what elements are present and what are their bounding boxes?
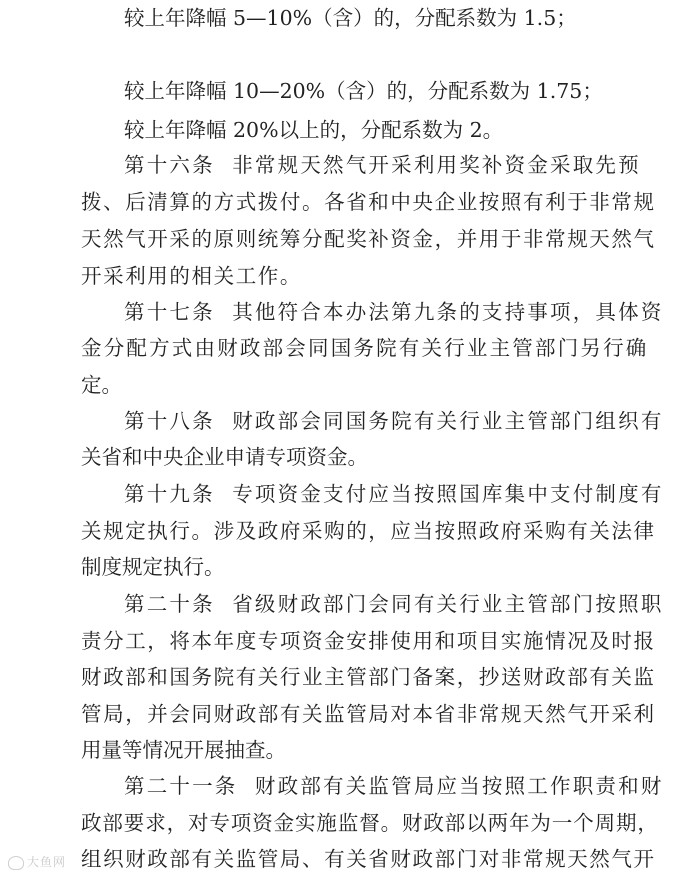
- text-line: 组织财政部有关监管局、有关省财政部门对非常规天然气开: [81, 847, 656, 871]
- text-line: 财政部和国务院有关行业主管部门备案，抄送财政部有关监: [81, 665, 656, 689]
- text-line: 用量等情况开展抽查。: [81, 738, 286, 762]
- text-line: 第二十条 省级财政部门会同有关行业主管部门按照职: [124, 592, 664, 616]
- text-line: 开采利用的相关工作。: [81, 264, 302, 288]
- watermark-logo-icon: [8, 856, 24, 870]
- text-line: 拨、后清算的方式拨付。各省和中央企业按照有利于非常规: [81, 190, 656, 214]
- text-line: 较上年降幅 10—20%（含）的，分配系数为 1.75；: [124, 79, 603, 103]
- text-line: 政部要求，对专项资金实施监督。财政部以两年为一个周期，: [81, 811, 659, 835]
- text-line: 管局，并会同财政部有关监管局对本省非常规天然气开采利: [81, 702, 656, 726]
- text-line: 关规定执行。涉及政府采购的，应当按照政府采购有关法律: [81, 519, 656, 543]
- text-line: 关省和中央企业申请专项资金。: [81, 445, 368, 469]
- text-line: 第十八条 财政部会同国务院有关行业主管部门组织有: [124, 409, 664, 433]
- watermark-text: 大鱼网: [27, 855, 67, 869]
- text-line: 天然气开采的原则统筹分配奖补资金，并用于非常规天然气: [81, 227, 656, 251]
- watermark: [8, 853, 66, 870]
- text-line: 较上年降幅 20%以上的，分配系数为 2。: [124, 118, 504, 142]
- text-line: 较上年降幅 5—10%（含）的，分配系数为 1.5；: [124, 6, 577, 30]
- text-line: 责分工，将本年度专项资金安排使用和项目实施情况及时报: [81, 629, 656, 653]
- text-line: 金分配方式由财政部会同国务院有关行业主管部门另行确: [81, 336, 649, 360]
- text-line: 第十七条 其他符合本办法第九条的支持事项，具体资: [124, 300, 664, 324]
- text-line: 第十六条 非常规天然气开采利用奖补资金采取先预: [124, 153, 641, 177]
- text-line: 定。: [81, 373, 122, 397]
- text-line: 第二十一条 财政部有关监管局应当按照工作职责和财: [124, 774, 664, 798]
- text-line: 第十九条 专项资金支付应当按照国库集中支付制度有: [124, 482, 664, 506]
- text-line: 制度规定执行。: [81, 555, 225, 579]
